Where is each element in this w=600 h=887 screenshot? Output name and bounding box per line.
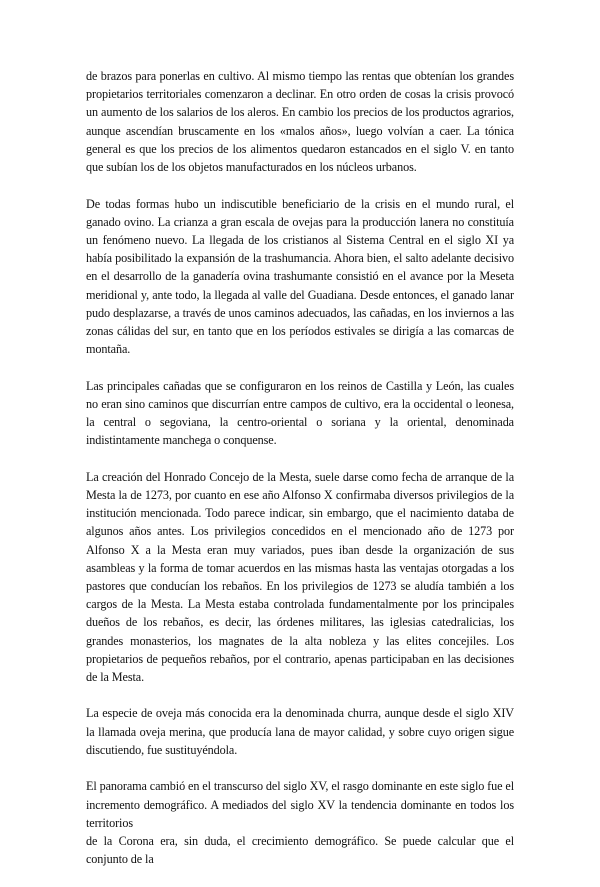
paragraph-fifteenth-century: El panorama cambió en el transcurso del siglo XV, el rasgo dominante en este siglo fue el incremento demográfico. A mediados del siglo XV la tendencia dominante en todos los territorios [86, 779, 514, 830]
paragraph-sheep-breeds: La especie de oveja más conocida era la denominada churra, aunque desde el siglo XIV la llamada oveja merina, que producía lana de mayor calidad, y sobre cuyo origen sigue discutiendo, fue sustituyéndola. [86, 706, 514, 757]
paragraph-economic-effects: de brazos para ponerlas en cultivo. Al mismo tiempo las rentas que obtenían los grandes propietarios territoriales comenzaron a declinar. En otro orden de cosas la crisis provocó un aumento de los salarios de los aleros. En cambio los precios de los productos agrarios, aunque ascendían bruscamente en los «malos años», luego volvían a caer. La tónica general es que los precios de los alimentos quedaron estancados en el siglo V. en tanto que subían los de los objetos manufacturados en los núcleos urbanos. [86, 69, 514, 175]
paragraph-ovine-livestock: De todas formas hubo un indiscutible beneficiario de la crisis en el mundo rural, el ganado ovino. La crianza a gran escala de ovejas para la producción lanera no constituía un fenómeno nuevo. La llegada de los cristianos al Sistema Central en el siglo XI ya había posibilitado la expansión de la trashumancia. Ahora bien, el salto adelante decisivo en el desarrollo de la ganadería ovina trashumante consistió en el avance por la Meseta meridional y, ante todo, la llegada al valle del Guadiana. Desde entonces, el ganado lanar pudo desplazarse, a través de unos caminos adecuados, las cañadas, en los inviernos a las zonas cálidas del sur, en tanto que en los períodos estivales se dirigía a las comarcas de montaña. [86, 196, 514, 357]
paragraph-canadas: Las principales cañadas que se configuraron en los reinos de Castilla y León, las cuales no eran sino caminos que discurrían entre campos de cultivo, era la occidental o leonesa, la central o segoviana, la centro-oriental o soriana y la oriental, denominada indistintamente manchega o conquense. [86, 378, 514, 448]
paragraph-demographic-growth: de la Corona era, sin duda, el crecimiento demográfico. Se puede calcular que el conjunto de la [86, 834, 514, 867]
document-body [86, 67, 514, 887]
paragraph-mesta: La creación del Honrado Concejo de la Mesta, suele darse como fecha de arranque de la Mesta la de 1273, por cuanto en ese año Alfonso X confirmaba diversos privilegios de la institución mencionada. Todo parece indicar, sin embargo, que el nacimiento databa de algunos años antes. Los privilegios concedidos en el mencionado año de 1273 por Alfonso X a la Mesta eran muy variados, pues iban desde la organización de sus asambleas y la forma de tomar acuerdos en las mismas hasta las ventajas otorgadas a los pastores que conducían los rebaños. En los privilegios de 1273 se aludía también a los cargos de la Mesta. La Mesta estaba controlada fundamentalmente por los principales dueños de los rebaños, es decir, las órdenes militares, las iglesias catedralicias, los grandes monasterios, los magnates de la alta nobleza y las elites concejiles. Los propietarios de pequeños rebaños, por el contrario, apenas participaban en las decisiones de la Mesta. [86, 469, 514, 684]
